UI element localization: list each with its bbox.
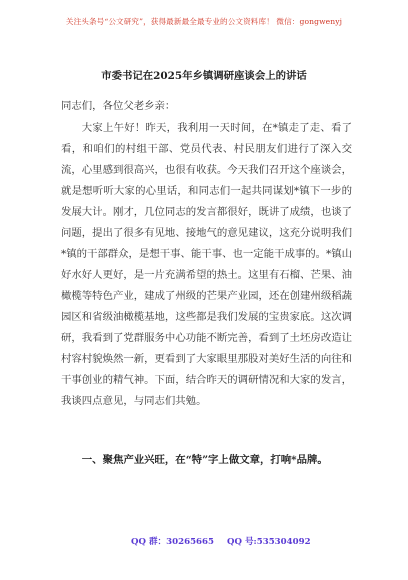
- page-title: 市委书记在2025年乡镇调研座谈会上的讲话: [101, 70, 307, 82]
- section-heading: 一、聚焦产业兴旺，在“特”字上做文章，打响*品牌。: [81, 454, 328, 466]
- footer-qq-number: QQ 号:535304092: [227, 537, 311, 547]
- salutation: 同志们，各位父老乡亲：: [61, 100, 176, 112]
- header-promo-text: 关注头条号“公文研究”，获得最新最全最专业的公文资料库！ 微信：gongwenyj: [65, 17, 343, 26]
- footer-qq-group: QQ 群：30265665: [131, 537, 214, 547]
- footer: [0, 535, 408, 549]
- body-paragraph: 大家上午好！昨天，我利用一天时间，在*镇走了走、看了看，和咱们的村组干部、党员代表、村民朋友们进行了深入交流，心里感到很高兴，也很有收获。今天我们召开这个座谈会，就是想听听大家的心里话，和同志们一起共同谋划*镇下一步的发展大计。刚才，几位同志的发言都很好，既讲了成绩，也谈了问题，提出了很多有见地、接地气的意见建议，这充分说明我们*镇的干部群众，是想干事、能干事、也一定能干成事的。*镇山好水好人更好，是一片充满希望的热土。这里有石榴、芒果、油橄榄等特色产业，建成了州级的芒果产业园，还在创建州级稻蔬园区和省级油橄榄基地，这些都是我们发展的宝贵家底。这次调研，我看到了党群服务中心功能不断完善，看到了土坯房改造让村容村貌焕然一新，更看到了大家眼里那股对美好生活的向往和干事创业的精气神。下面，结合昨天的调研情况和大家的发言，我谈四点意见，与同志们共勉。: [61, 122, 352, 407]
